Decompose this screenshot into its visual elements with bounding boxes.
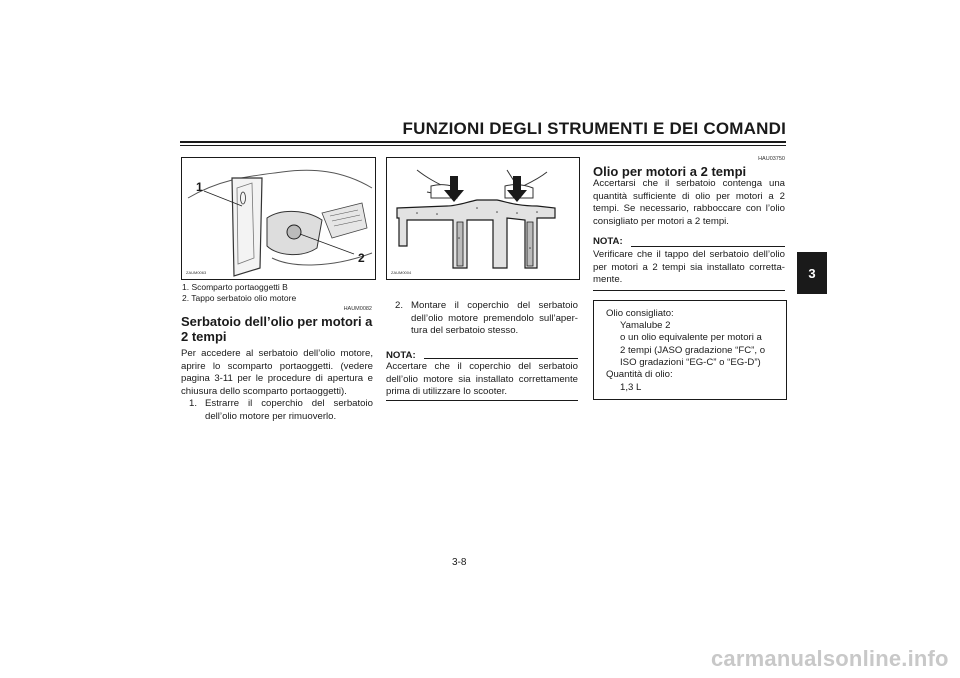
spec-oil-iso: ISO gradazioni “EG-C” o “EG-D”) <box>620 357 761 368</box>
step-number: 1. <box>189 398 198 409</box>
spec-oil-alt: o un olio equivalente per motori a <box>620 332 762 343</box>
figure-code: ZAUM0004 <box>391 270 412 275</box>
nota-rule <box>631 246 785 247</box>
header-rule-thin <box>180 145 786 146</box>
recommended-oil-box <box>593 300 787 400</box>
spec-oil-brand: Yamalube 2 <box>620 320 671 331</box>
step-1 <box>189 398 373 423</box>
section-intro: Per accedere al serbatoio dell’olio motore, aprire lo scomparto portaoggetti. (vedere pagina 3-11 per le procedure di apertura e chiusura dello scomparto portaoggetti). <box>181 348 373 397</box>
step-text: Montare il coperchio del serbatoio dell’olio motore premendolo sull’aper-tura del serbatoio stesso. <box>411 300 578 336</box>
section-code: HAU03750 <box>758 156 785 162</box>
spec-label-oil: Olio consigliato: <box>606 308 674 319</box>
figure-captions <box>182 282 382 304</box>
chapter-tab-label: 3 <box>808 265 816 281</box>
step-number: 2. <box>395 300 404 311</box>
spec-oil-jaso: 2 tempi (JASO gradazione “FC”, o <box>620 345 766 356</box>
caption-2: 2. Tappo serbatoio olio motore <box>182 293 297 303</box>
chapter-tab <box>797 252 827 294</box>
section-title-line2: 2 tempi <box>181 329 227 344</box>
spec-label-quantity: Quantità di olio: <box>606 369 673 380</box>
nota-label: NOTA: <box>386 350 416 361</box>
nota-text: Accertare che il coperchio del serbatoio dell’olio motore sia installato correttamente prima di utilizzare lo scooter. <box>386 361 578 397</box>
figure-cap-installation <box>386 157 580 280</box>
page-header-title: FUNZIONI DEGLI STRUMENTI E DEI COMANDI <box>402 119 786 138</box>
figure-code: ZAUM0063 <box>186 270 207 275</box>
nota-label: NOTA: <box>593 236 623 247</box>
nota-rule <box>424 358 578 359</box>
cap-installation-illustration <box>387 158 579 279</box>
step-text: Estrarre il coperchio del serbatoio dell’olio motore per rimuoverlo. <box>205 398 373 422</box>
nota-end-rule <box>593 290 785 291</box>
figure-storage-compartment <box>181 157 376 280</box>
section-title-line1: Serbatoio dell’olio per motori a <box>181 314 373 329</box>
page-number: 3-8 <box>452 557 467 568</box>
callout-1: 1 <box>196 180 203 194</box>
header-rule <box>180 141 786 143</box>
watermark: carmanualsonline.info <box>711 646 949 671</box>
scooter-illustration <box>182 158 375 279</box>
section-code: HAUM0082 <box>343 306 372 312</box>
nota-end-rule <box>386 400 578 401</box>
spec-quantity-value: 1,3 L <box>620 382 642 393</box>
callout-2: 2 <box>358 251 365 265</box>
nota-text: Verificare che il tappo del serbatoio dell’olio per motori a 2 tempi sia installato corretta-mente. <box>593 249 785 285</box>
step-2 <box>395 300 578 338</box>
section-title-oil-tank <box>181 314 381 344</box>
section-title-2stroke-oil: Olio per motori a 2 tempi <box>593 164 747 179</box>
section-intro: Accertarsi che il serbatoio contenga una quantità sufficiente di olio per motori a 2 tempi. Se necessario, rabboccare con l’olio consigliato per motori a 2 tempi. <box>593 178 785 227</box>
caption-1: 1. Scomparto portaoggetti B <box>182 282 288 292</box>
